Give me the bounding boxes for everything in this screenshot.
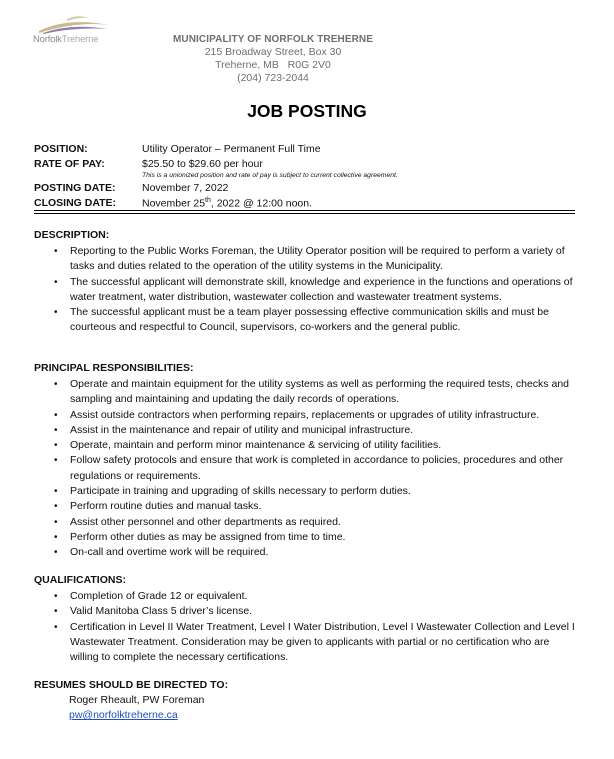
qualifications-section — [34, 574, 579, 665]
list-item: • Completion of Grade 12 or equivalent. — [34, 589, 579, 604]
list-item: • Valid Manitoba Class 5 driver’s license. — [34, 604, 579, 619]
posting-date-value: November 7, 2022 — [142, 182, 229, 194]
municipality-logo — [33, 13, 115, 47]
closing-date-value: November 25th, 2022 @ 12:00 noon. — [142, 197, 313, 210]
wheat-field-logo-icon — [37, 13, 111, 35]
list-item: • Operate and maintain equipment for the utility systems as well as performing the required tests, checks and sampling and maintaining and updating the daily records of operations. — [34, 377, 579, 408]
position-label: POSITION: — [34, 143, 88, 155]
list-item: • Participate in training and upgrading of skills necessary to perform duties. — [34, 484, 579, 499]
divider-line — [34, 210, 575, 211]
address-line-2: Treherne, MB R0G 2V0 — [215, 59, 331, 71]
posting-date-label: POSTING DATE: — [34, 182, 116, 194]
rate-value: $25.50 to $29.60 per hour — [142, 158, 263, 170]
description-list — [34, 244, 579, 336]
address-line-1: 215 Broadway Street, Box 30 — [204, 46, 342, 58]
contact-name: Roger Rheault, PW Foreman — [69, 694, 205, 706]
municipality-name: MUNICIPALITY OF NORFOLK TREHERNE — [172, 34, 374, 45]
list-item: • Perform routine duties and manual tasks. — [34, 499, 579, 514]
responsibilities-section — [34, 362, 579, 561]
contact-email-link[interactable]: pw@norfolktreherne.ca — [69, 709, 178, 721]
list-item: • Follow safety protocols and ensure that work is completed in accordance to policies, procedures and other regulations or requirements. — [34, 453, 579, 484]
list-item: • Assist in the maintenance and repair of utility and municipal infrastructure. — [34, 423, 579, 438]
list-item: • The successful applicant must be a team player possessing effective communication skills and must be courteous and respectful to Council, supervisors, co-workers and the general public. — [34, 305, 579, 336]
qualifications-list — [34, 589, 579, 665]
list-item: • Certification in Level II Water Treatment, Level I Water Distribution, Level I Wastewater Collection and Level I Wastewater Treatment. Consideration may be given to applicants with partial or no certification who are willing to complete the necessary certifications. — [34, 620, 579, 666]
list-item: • The successful applicant will demonstrate skill, knowledge and experience in the functions and operations of water treatment, water distribution, wastewater collection and wastewater treatment systems. — [34, 275, 579, 306]
list-item: • Perform other duties as may be assigned from time to time. — [34, 530, 579, 545]
resumes-heading: RESUMES SHOULD BE DIRECTED TO: — [34, 679, 229, 691]
rate-label: RATE OF PAY: — [34, 158, 105, 170]
list-item: • Assist other personnel and other departments as required. — [34, 515, 579, 530]
description-section — [34, 229, 579, 336]
rate-note: This is a unionized position and rate of pay is subject to current collective agreement. — [142, 172, 398, 179]
list-item: • Reporting to the Public Works Foreman, the Utility Operator position will be required to perform a variety of tasks and duties related to the operation of the utility systems in the Municipality. — [34, 244, 579, 275]
list-item: • Operate, maintain and perform minor maintenance & servicing of utility facilities. — [34, 438, 579, 453]
list-item: • Assist outside contractors when performing repairs, replacements or upgrades of utility infrastructure. — [34, 408, 579, 423]
municipality-header — [150, 33, 396, 85]
position-value: Utility Operator – Permanent Full Time — [142, 143, 321, 155]
contact-block — [69, 693, 204, 723]
page-title: JOB POSTING — [247, 101, 367, 121]
responsibilities-list — [34, 377, 579, 561]
description-heading: DESCRIPTION: — [34, 229, 110, 241]
logo-wordmark: NorfolkTreherne — [33, 34, 99, 45]
responsibilities-heading: PRINCIPAL RESPONSIBILITIES: — [34, 362, 194, 374]
phone-number: (204) 723-2044 — [237, 72, 309, 84]
list-item: • On-call and overtime work will be required. — [34, 545, 579, 560]
qualifications-heading: QUALIFICATIONS: — [34, 574, 126, 586]
resumes-section — [34, 679, 579, 694]
closing-date-label: CLOSING DATE: — [34, 197, 117, 209]
divider-line-thin — [34, 213, 575, 214]
